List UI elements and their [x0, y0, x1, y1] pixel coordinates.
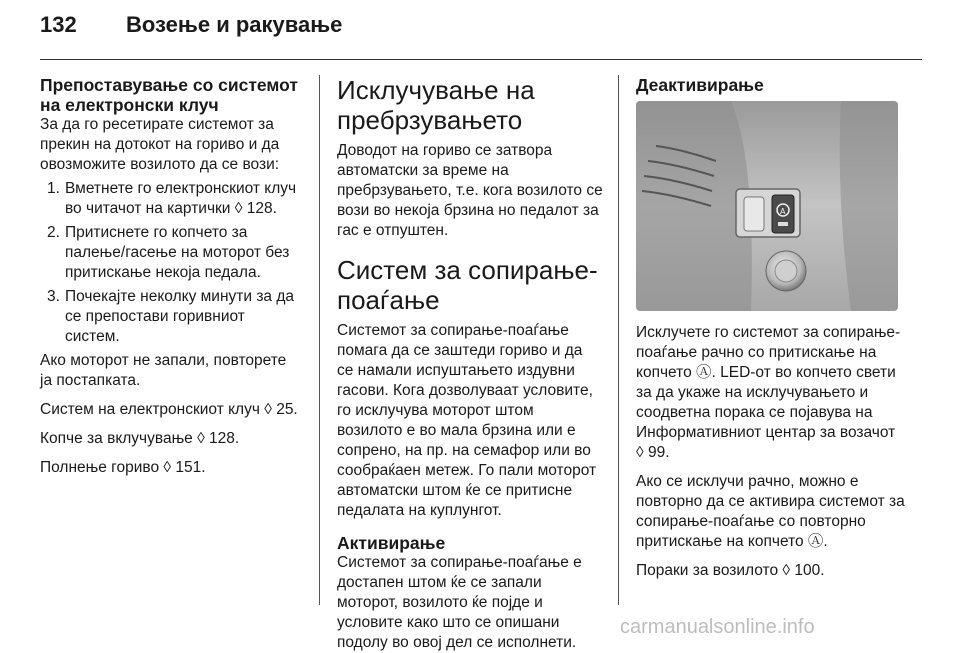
- step-number: 2.: [47, 224, 60, 241]
- step-item: [40, 287, 302, 347]
- column-2: [337, 75, 603, 653]
- activation-text: Системот за сопирање-поаѓање е достапен штом ќе се запали моторот, возилото ќе појде и условите како што се опишани подолу во овој дел се исполнети.: [337, 554, 582, 651]
- reference-power-button: Копче за вклучување ◊ 128.: [40, 430, 240, 447]
- restart-note: Ако моторот не запали, повторете ја постапката.: [40, 352, 287, 389]
- reset-steps: [40, 179, 302, 347]
- column-divider-2: [618, 75, 619, 605]
- step-item: [40, 223, 302, 283]
- stop-start-text: Системот за сопирање-поаѓање помага да се заштеди гориво и да се намали испуштањето издувни гасови. Кога дозволуваат условите, го исклучува моторот штом возилото е во мала брзина или е сопрено, на пр. на семафор или во сообраќаен метеж. Го пали моторот автоматски штом ќе се притисне педалата на куплунгот.: [337, 322, 597, 519]
- reactivation-text: Ако се исклучи рачно, можно е повторно да се активира системот за сопирање-поаѓање со повторно притискање на копчето Ⓐ.: [636, 473, 905, 550]
- step-text: Вметнете го електронскиот клуч во читачот на картички ◊ 128.: [65, 180, 297, 217]
- step-number: 1.: [47, 180, 60, 197]
- page-title: Возење и ракување: [126, 12, 343, 37]
- deactivation-text: Исклучете го системот за сопирање-поаѓање рачно со притискање на копчето Ⓐ. LED-от во копчето свети за да укаже на исклучувањето и соодветна порака се појавува на Информативниот центар за возачот ◊ 99.: [636, 324, 901, 461]
- section-heading-activation: Активирање: [337, 533, 446, 553]
- reset-intro: За да го ресетирате системот за прекин на дотокот на гориво и да овозможите возилото да се вози:: [40, 116, 280, 173]
- column-1: [40, 75, 302, 478]
- overrun-text: Доводот на гориво се затвора автоматски за време на пребрзувањето, т.е. кога возилото се вози во некоја брзина но педалот за гас е отпуштен.: [337, 142, 603, 239]
- page-number: 132: [40, 12, 77, 37]
- section-heading-reset: Препоставување со системот на електронски клуч: [40, 75, 298, 115]
- watermark: carmanualsonline.info: [620, 616, 815, 638]
- section-heading-overrun-cutoff: Исклучување на пребрзувањето: [337, 75, 535, 135]
- step-number: 3.: [47, 288, 60, 305]
- reference-electronic-key: Систем на електронскиот клуч ◊ 25.: [40, 401, 298, 418]
- step-text: Притиснете го копчето за палење/гасење на моторот без притискање некоја педала.: [65, 224, 290, 281]
- reference-refuelling: Полнење гориво ◊ 151.: [40, 459, 206, 476]
- svg-text:A: A: [780, 207, 786, 216]
- header-rule: [40, 59, 922, 60]
- step-text: Почекајте неколку минути за да се препостави горивниот систем.: [65, 288, 295, 345]
- section-heading-deactivation: Деактивирање: [636, 75, 764, 95]
- reference-vehicle-messages: Пораки за возилото ◊ 100.: [636, 562, 825, 579]
- column-divider-1: [319, 75, 320, 605]
- column-3: [636, 75, 906, 581]
- dashboard-switch-illustration: [636, 101, 898, 311]
- step-item: [40, 179, 302, 219]
- section-heading-stop-start: Систем за сопирање-поаѓање: [337, 255, 598, 315]
